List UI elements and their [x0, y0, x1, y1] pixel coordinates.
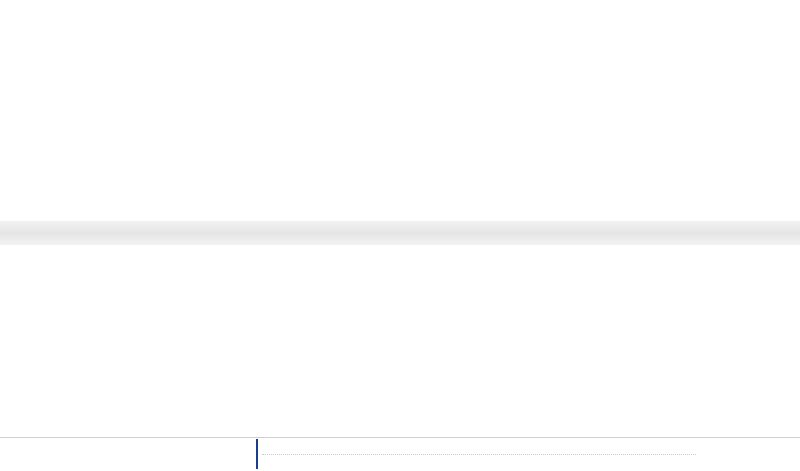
week-marker — [256, 439, 258, 469]
spiral-rings — [0, 208, 800, 258]
footer-dotted-rule — [262, 454, 696, 455]
top-notes-section — [0, 0, 800, 205]
footer-rule — [0, 437, 800, 438]
bottom-schedule-section — [0, 260, 800, 471]
spiral-binding — [0, 208, 800, 258]
week-footer — [0, 429, 800, 471]
